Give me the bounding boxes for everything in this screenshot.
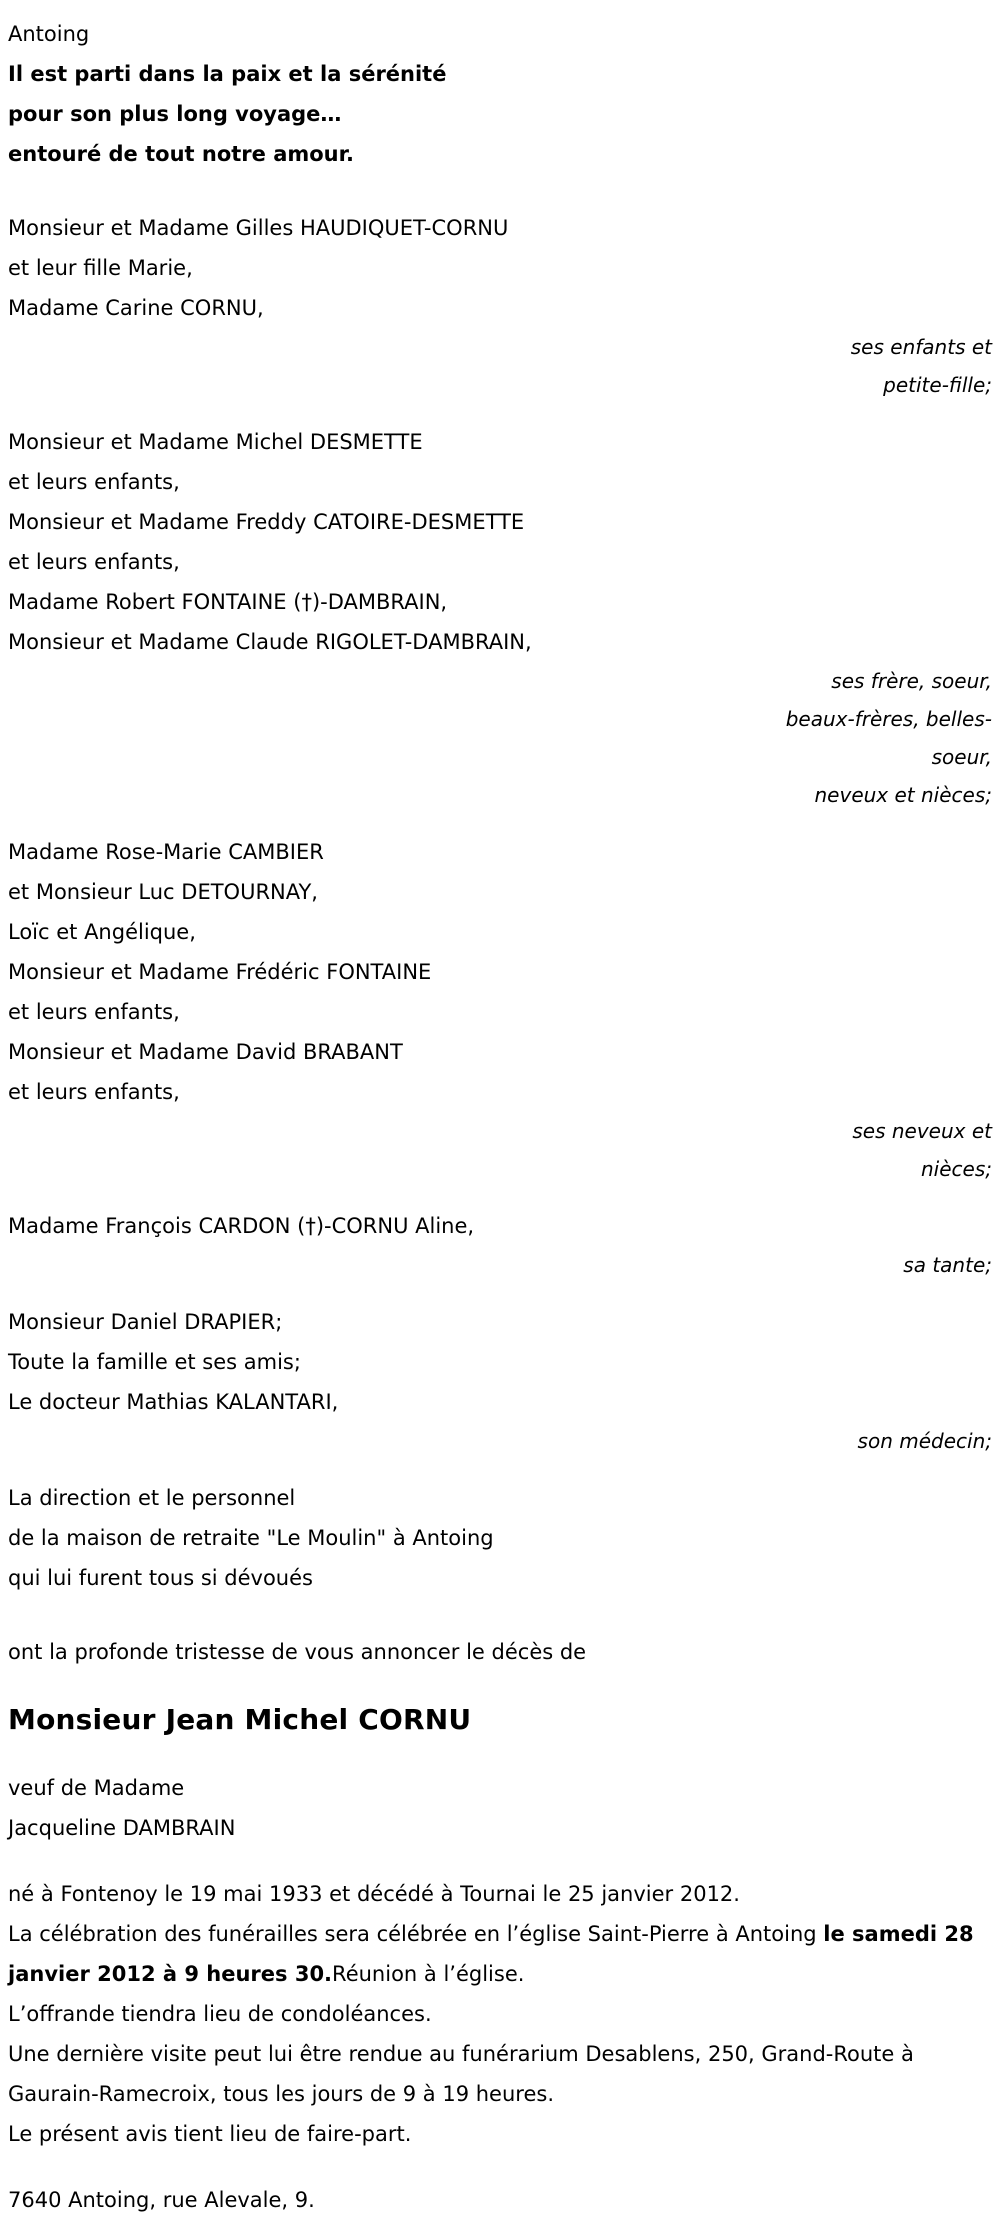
relation-label-line: son médecin; (857, 1429, 992, 1453)
family-line: Madame François CARDON (†)-CORNU Aline, (8, 1214, 475, 1238)
relation-label-line: petite-fille; (883, 373, 992, 397)
relation-label (0, 1422, 1000, 1460)
spacer (0, 404, 1000, 422)
ceremony-part2: Réunion à l’église. (332, 1962, 525, 1986)
family-line: de la maison de retraite "Le Moulin" à Antoing (8, 1526, 494, 1550)
family-group (0, 1302, 1000, 1460)
relation-label-line: soeur, (931, 745, 992, 769)
family-line: La direction et le personnel (8, 1486, 296, 1510)
offering-text: L’offrande tiendra lieu de condoléances. (8, 2002, 432, 2026)
family-line: Monsieur et Madame Frédéric FONTAINE (8, 960, 432, 984)
announcement-text: ont la profonde tristesse de vous annoncer le décès de (8, 1640, 587, 1664)
epigraph-line-3: entouré de tout notre amour. (8, 142, 354, 166)
family-line: et Monsieur Luc DETOURNAY, (8, 880, 318, 904)
spacer (0, 1284, 1000, 1302)
relation-label-line: ses frère, soeur, (831, 669, 992, 693)
family-group (0, 832, 1000, 1188)
family-line: et leur fille Marie, (8, 256, 193, 280)
spacer (0, 1672, 1000, 1698)
family-line: Monsieur et Madame Freddy CATOIRE-DESMETTE (8, 510, 525, 534)
spacer (0, 174, 1000, 208)
relation-label-line: beaux-frères, belles- (785, 707, 992, 731)
ceremony-date: le samedi 28 janvier 2012 à 9 heures 30. (8, 1922, 974, 1986)
family-group (0, 1478, 1000, 1598)
ceremony-part1: La célébration des funérailles sera célébrée en l’église Saint-Pierre à Antoing (8, 1922, 824, 1946)
family-line: et leurs enfants, (8, 1000, 180, 1024)
family-line: Toute la famille et ses amis; (8, 1350, 301, 1374)
family-line: Monsieur et Madame Gilles HAUDIQUET-CORNU (8, 216, 509, 240)
relation-label-line: ses neveux et (852, 1119, 992, 1143)
family-line: Monsieur et Madame David BRABANT (8, 1040, 403, 1064)
family-line: et leurs enfants, (8, 1080, 180, 1104)
spacer (0, 2154, 1000, 2180)
family-line: et leurs enfants, (8, 470, 180, 494)
family-line: Madame Rose-Marie CAMBIER (8, 840, 324, 864)
visit-text: Une dernière visite peut lui être rendue au funérarium Desablens, 250, Grand-Route à Gaurain-Ramecroix, tous les jours de 9 à 19 heures. (8, 2042, 914, 2106)
epigraph-line-1: Il est parti dans la paix et la sérénité (8, 62, 447, 86)
spacer (0, 1598, 1000, 1632)
widower-line: veuf de Madame (8, 1776, 185, 1800)
notice-text: Le présent avis tient lieu de faire-part. (8, 2122, 412, 2146)
relation-label-line: sa tante; (903, 1253, 992, 1277)
relation-label-line: ses enfants et (850, 335, 992, 359)
family-line: Monsieur et Madame Michel DESMETTE (8, 430, 423, 454)
spacer (0, 814, 1000, 832)
relation-label-line: neveux et nièces; (814, 783, 992, 807)
spacer (0, 1848, 1000, 1874)
relation-label-line: nièces; (921, 1157, 992, 1181)
relation-label (0, 328, 1000, 404)
family-group (0, 1206, 1000, 1284)
address-text: 7640 Antoing, rue Alevale, 9. (8, 2188, 315, 2212)
family-line: Monsieur Daniel DRAPIER; (8, 1310, 283, 1334)
relation-label (0, 1112, 1000, 1188)
family-group (0, 208, 1000, 404)
relation-label (0, 1246, 1000, 1284)
epigraph-line-2: pour son plus long voyage… (8, 102, 342, 126)
family-line: qui lui furent tous si dévoués (8, 1566, 313, 1590)
family-line: et leurs enfants, (8, 550, 180, 574)
relation-label (0, 662, 1000, 814)
family-line: Madame Robert FONTAINE (†)-DAMBRAIN, (8, 590, 448, 614)
deceased-name: Monsieur Jean Michel CORNU (8, 1703, 472, 1736)
spacer (0, 1188, 1000, 1206)
family-line: Madame Carine CORNU, (8, 296, 264, 320)
spacer (0, 1742, 1000, 1768)
family-group (0, 422, 1000, 814)
ceremony-text (0, 1914, 1000, 1994)
family-line: Le docteur Mathias KALANTARI, (8, 1390, 339, 1414)
birth-death-text: né à Fontenoy le 19 mai 1933 et décédé à Tournai le 25 janvier 2012. (8, 1882, 740, 1906)
widower-line: Jacqueline DAMBRAIN (8, 1816, 236, 1840)
spacer (0, 1460, 1000, 1478)
family-line: Loïc et Angélique, (8, 920, 196, 944)
family-line: Monsieur et Madame Claude RIGOLET-DAMBRAIN, (8, 630, 532, 654)
locality-text: Antoing (8, 22, 90, 46)
